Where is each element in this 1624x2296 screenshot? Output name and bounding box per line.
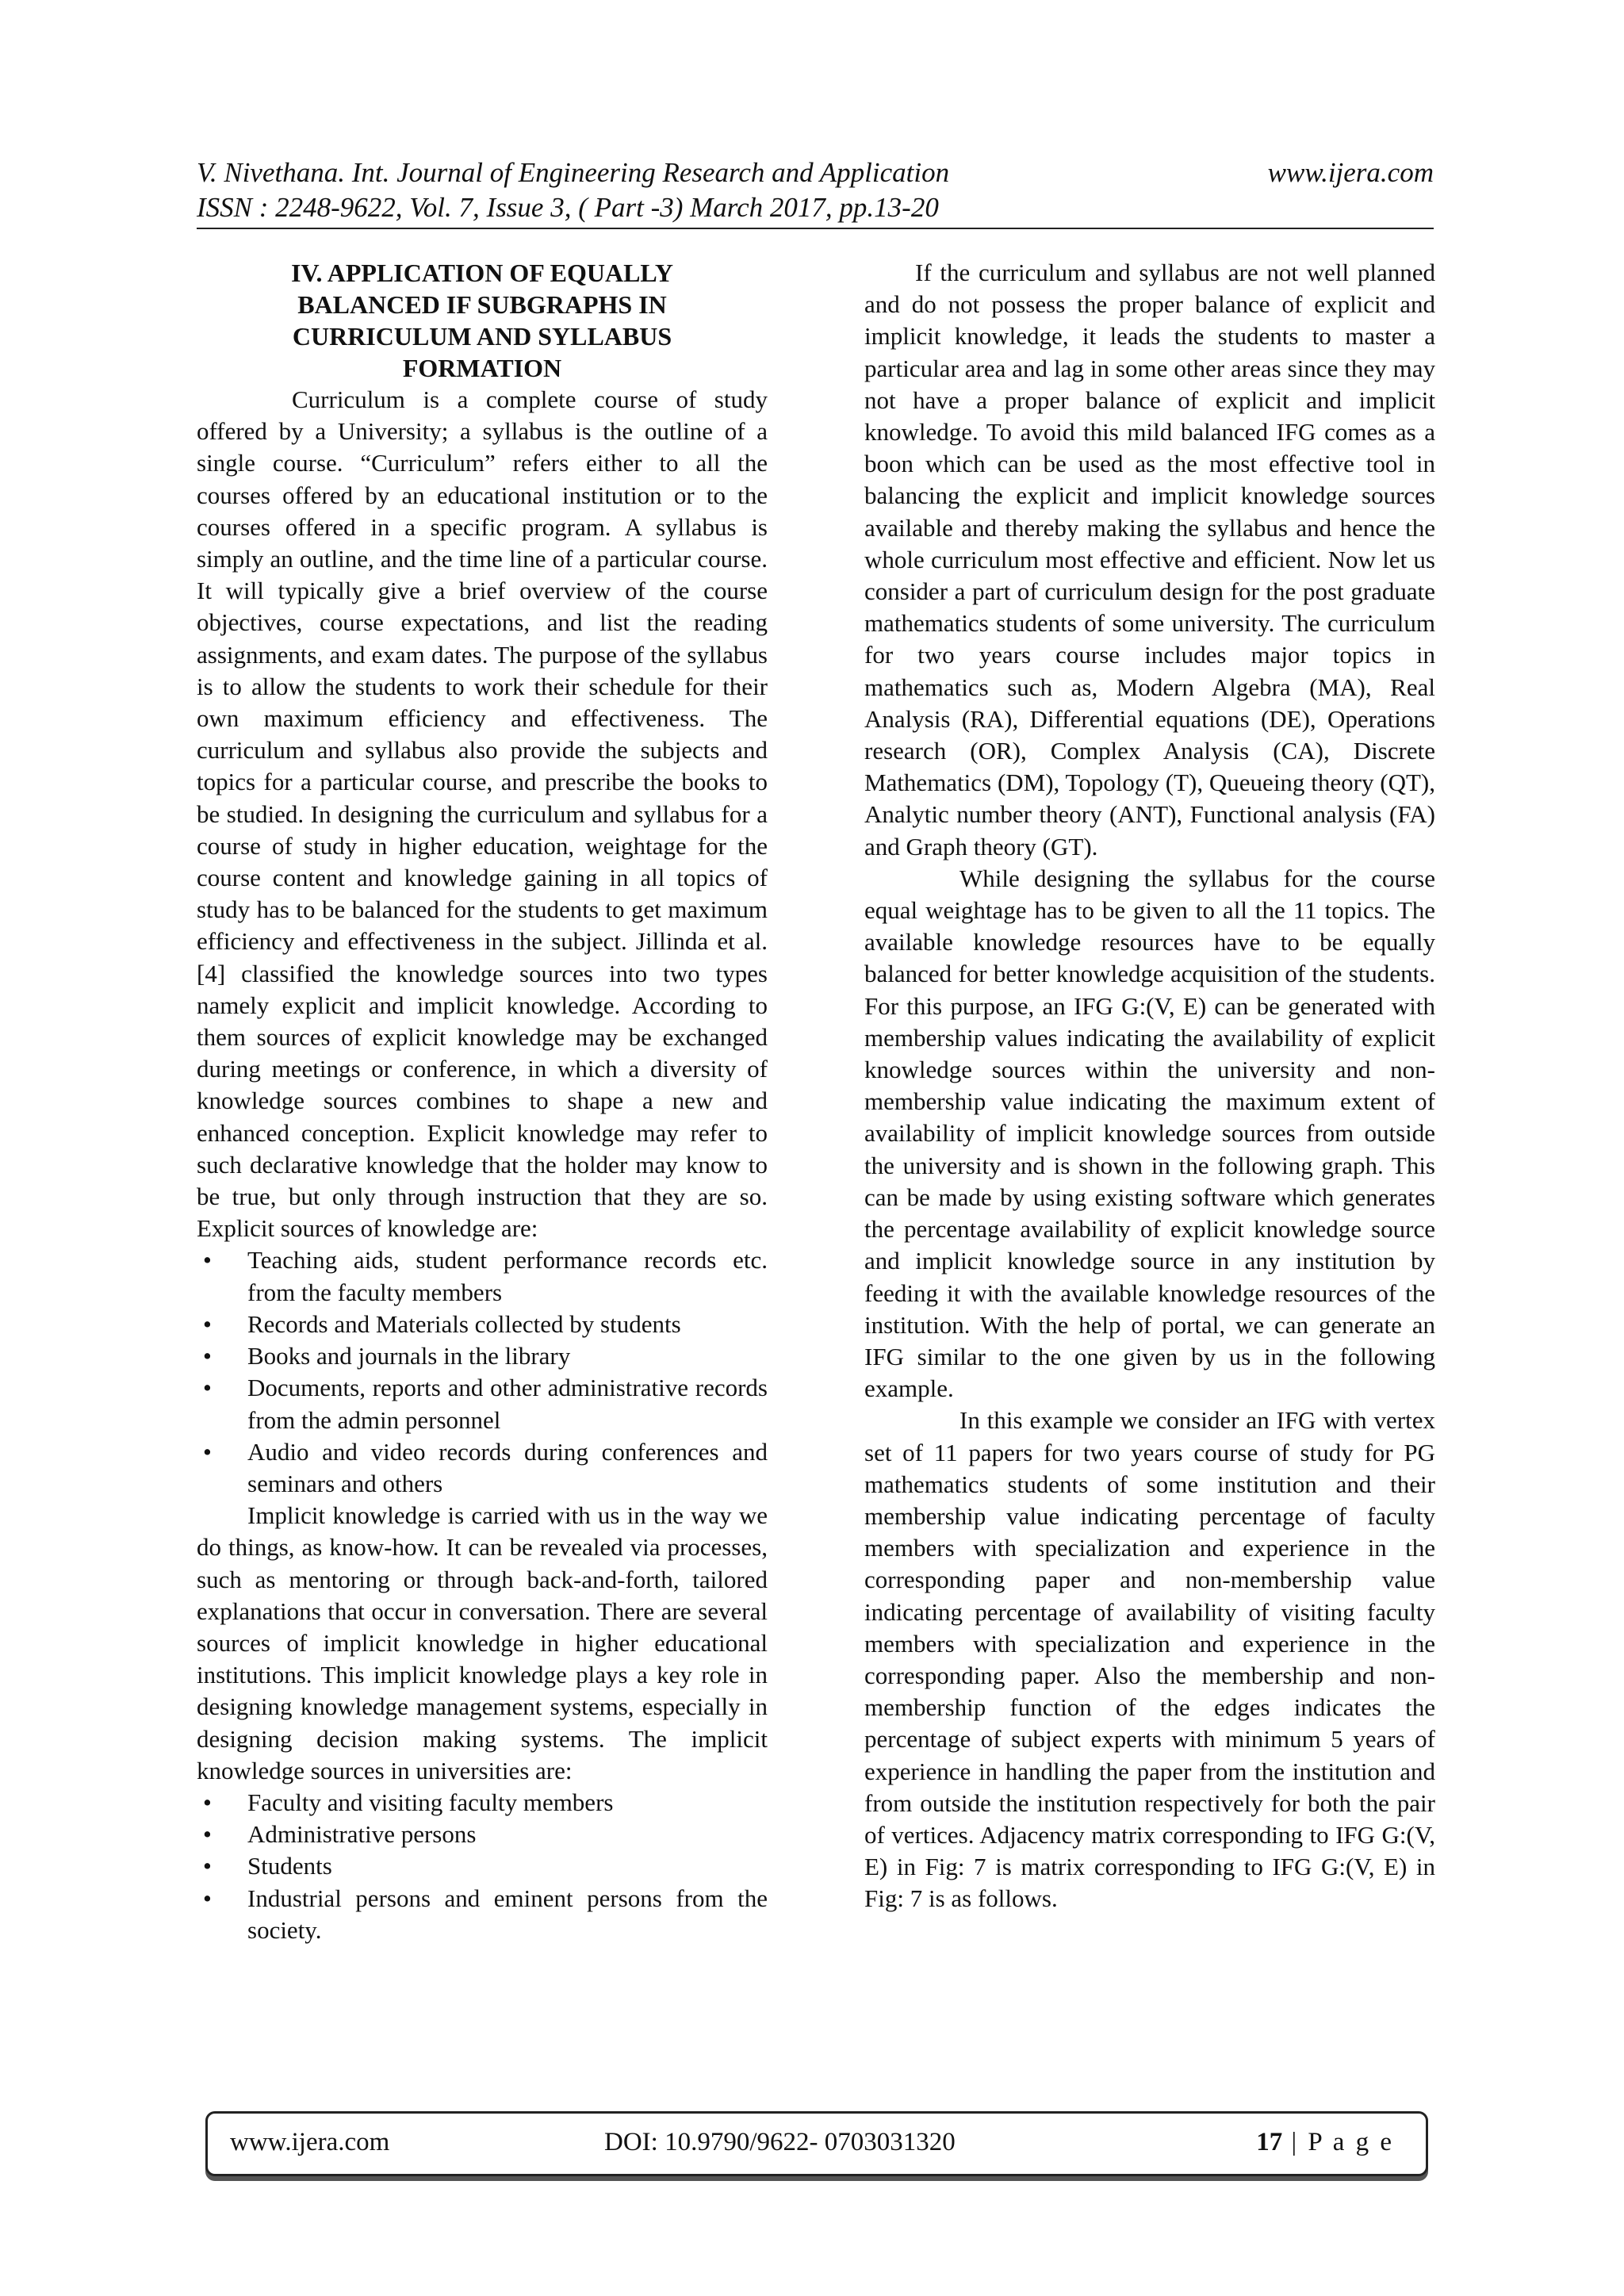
- left-column: [197, 257, 768, 1946]
- list-item-text: Books and journals in the library: [247, 1342, 571, 1370]
- page-number-value: 17: [1256, 2128, 1283, 2156]
- bullet-icon: •: [203, 1342, 212, 1370]
- footer-url[interactable]: www.ijera.com: [230, 2128, 390, 2156]
- list-item-text: Industrial persons and eminent persons from the society.: [247, 1884, 768, 1944]
- list-item: [197, 1787, 768, 1819]
- list-item: [197, 1309, 768, 1340]
- page-footer: [205, 2111, 1428, 2176]
- list-item: [197, 1883, 768, 1946]
- list-item-text: Documents, reports and other administrative records from the admin personnel: [247, 1374, 768, 1434]
- bullet-icon: •: [203, 1437, 212, 1466]
- list-item: [197, 1244, 768, 1308]
- section-title-line: BALANCED IF SUBGRAPHS IN: [297, 290, 667, 319]
- paragraph-example: In this example we consider an IFG with vertex set of 11 papers for two years course of study for PG mathematics students of some institution and their membership value indicating percentage of faculty members with specialization and experience in the corresponding paper and non-membership value indicating percentage of availability of visiting faculty members with specialization and experience in the corresponding paper. Also the membership and non-membership function of the edges indicates the percentage of subject experts with minimum 5 years of experience in handling the paper from the institution and from outside the institution respectively for both the pair of vertices. Adjacency matrix corresponding to IFG G:(V, E) in Fig: 7 is matrix corresponding to IFG G:(V, E) in Fig: 7 is as follows.: [864, 1406, 1435, 1913]
- list-item: [197, 1850, 768, 1882]
- explicit-sources-list: [197, 1244, 768, 1500]
- journal-url[interactable]: www.ijera.com: [1267, 157, 1434, 188]
- running-header-journal: [197, 155, 1434, 190]
- journal-citation: V. Nivethana. Int. Journal of Engineering Research and Application: [197, 157, 950, 188]
- list-item: [197, 1372, 768, 1435]
- paragraph-curriculum-definition: Curriculum is a complete course of study offered by a University; a syllabus is the outline of a single course. “Curriculum” refers either to all the courses offered by an educational institution or to the courses offered in a specific program. A syllabus is simply an outline, and the time line of a particular course. It will typically give a brief overview of the course objectives, course expectations, and list the reading assignments, and exam dates. The purpose of the syllabus is to allow the students to work their schedule for their own maximum efficiency and effectiveness. The curriculum and syllabus also provide the subjects and topics for a particular course, and prescribe the books to be studied. In designing the curriculum and syllabus for a course of study in higher education, weightage for the course content and knowledge gaining in all topics of study has to be balanced for the students to get maximum efficiency and effectiveness in the subject. Jillinda et al. [4] classified the knowledge sources into two types namely explicit and implicit knowledge. According to them sources of explicit knowledge may be exchanged during meetings or conference, in which a diversity of knowledge sources combines to shape a new and enhanced conception. Explicit knowledge may refer to such declarative knowledge that the holder may know to be true, but only through instruction that they are so. Explicit sources of knowledge are:: [197, 385, 768, 1243]
- implicit-sources-list: [197, 1787, 768, 1946]
- section-title-line: FORMATION: [402, 354, 562, 382]
- section-title: [197, 257, 768, 384]
- running-header-issn: ISSN : 2248-9622, Vol. 7, Issue 3, ( Part -3) March 2017, pp.13-20: [197, 192, 939, 223]
- section-title-line: CURRICULUM AND SYLLABUS: [292, 322, 672, 351]
- section-title-line: IV. APPLICATION OF EQUALLY: [291, 259, 673, 287]
- list-item-text: Faculty and visiting faculty members: [247, 1788, 614, 1816]
- footer-doi: DOI: 10.9790/9622- 0703031320: [604, 2128, 956, 2156]
- list-item: [197, 1436, 768, 1500]
- list-item: [197, 1340, 768, 1372]
- list-item: [197, 1819, 768, 1850]
- paragraph-implicit-knowledge: Implicit knowledge is carried with us in the way we do things, as know-how. It can be revealed via processes, such as mentoring or through back-and-forth, tailored explanations that occur in conversation. There are several sources of implicit knowledge in higher educational institutions. This implicit knowledge plays a key role in designing knowledge management systems, especially in designing decision making systems. The implicit knowledge sources in universities are:: [197, 1501, 768, 1784]
- list-item-text: Records and Materials collected by students: [247, 1309, 681, 1338]
- bullet-icon: •: [203, 1852, 212, 1880]
- paragraph-equal-weightage: While designing the syllabus for the course equal weightage has to be given to all the 11 topics. The available knowledge resources have to be equally balanced for better knowledge acquisition of the students. For this purpose, an IFG G:(V, E) can be generated with membership values indicating the availability of explicit knowledge sources within the university and non-membership value indicating the maximum extent of availability of implicit knowledge sources from outside the university and is shown in the following graph. This can be made by using existing software which generates the percentage availability of explicit knowledge source and implicit knowledge source in any institution by feeding it with the available knowledge resources of the institution. With the help of portal, we can generate an IFG similar to the one given by us in the following example.: [864, 864, 1435, 1403]
- page-number: [1256, 2126, 1394, 2158]
- list-item-text: Teaching aids, student performance records etc. from the faculty members: [247, 1246, 768, 1306]
- bullet-icon: •: [203, 1788, 212, 1816]
- bullet-icon: •: [203, 1820, 212, 1849]
- bullet-icon: •: [203, 1374, 212, 1402]
- bullet-icon: •: [203, 1246, 212, 1274]
- bullet-icon: •: [203, 1309, 212, 1338]
- bullet-icon: •: [203, 1884, 212, 1912]
- header-rule: [197, 228, 1434, 229]
- list-item-text: Students: [247, 1852, 332, 1880]
- paragraph-balance-problem: If the curriculum and syllabus are not well planned and do not possess the proper balance of explicit and implicit knowledge, it leads the students to master a particular area and lag in some other areas since they may not have a proper balance of explicit and implicit knowledge. To avoid this mild balanced IFG comes as a boon which can be used as the most effective tool in balancing the explicit and implicit knowledge sources available and thereby making the syllabus and hence the whole curriculum most effective and efficient. Now let us consider a part of curriculum design for the post graduate mathematics students of some university. The curriculum for two years course includes major topics in mathematics such as, Modern Algebra (MA), Real Analysis (RA), Differential equations (DE), Operations research (OR), Complex Analysis (CA), Discrete Mathematics (DM), Topology (T), Queueing theory (QT), Analytic number theory (ANT), Functional analysis (FA) and Graph theory (GT).: [864, 259, 1435, 861]
- list-item-text: Audio and video records during conferences and seminars and others: [247, 1437, 768, 1497]
- right-column: [864, 257, 1435, 1915]
- list-item-text: Administrative persons: [247, 1820, 477, 1849]
- page-label: | P a g e: [1282, 2128, 1394, 2156]
